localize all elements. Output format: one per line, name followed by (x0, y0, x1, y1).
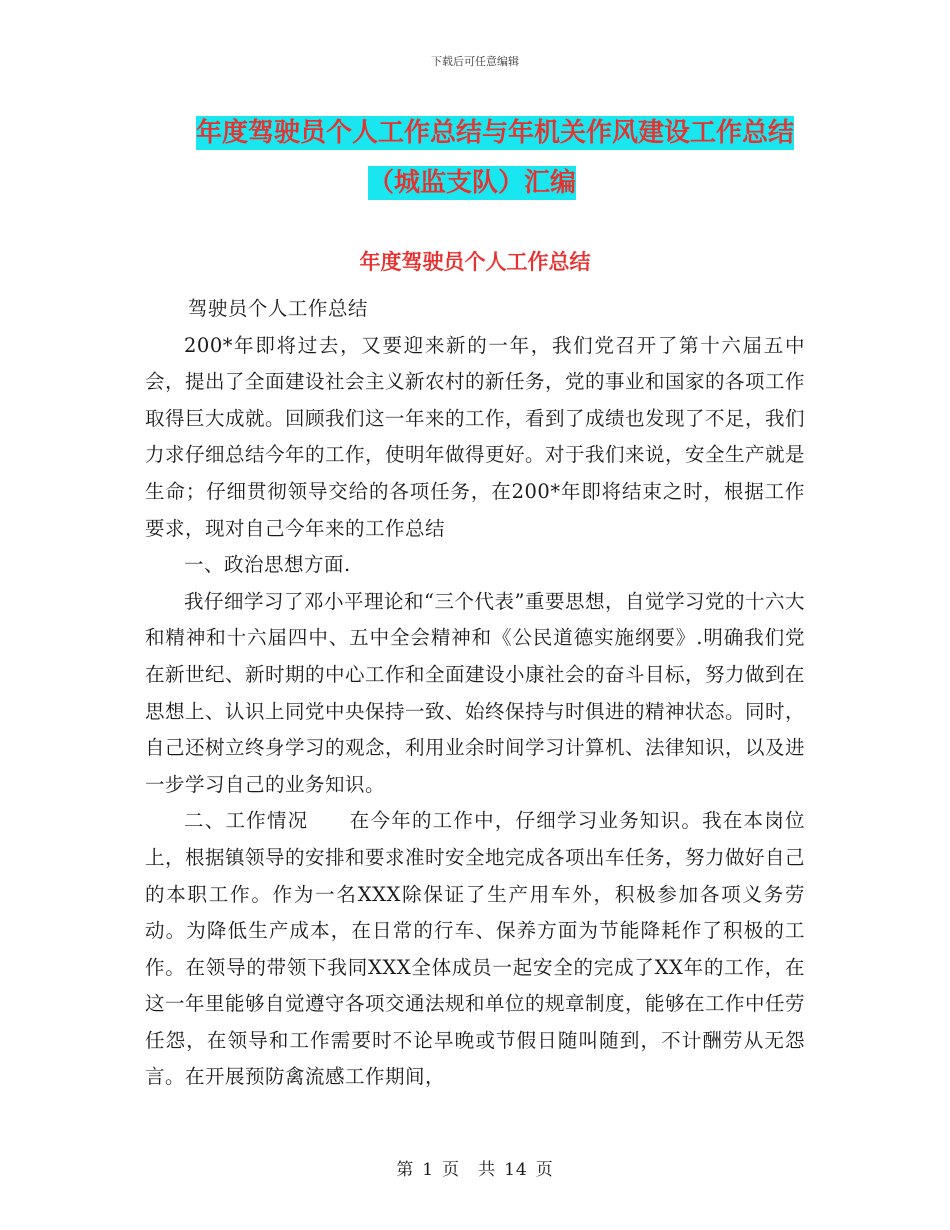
header-note: 下载后可任意编辑 (431, 55, 519, 68)
paragraph-heading-political: 一、政治思想方面. (184, 553, 351, 577)
footer-page-number: 1 (422, 1160, 435, 1180)
document-title (0, 108, 950, 208)
footer-prefix: 第 (396, 1160, 415, 1180)
page-footer (0, 1155, 950, 1180)
footer-middle: 页 共 (442, 1160, 497, 1180)
title-line-2-text: （城监支队）汇编 (367, 168, 576, 198)
document-body (145, 291, 805, 1096)
section-title: 年度驾驶员个人工作总结 (359, 250, 591, 274)
footer-total-pages: 14 (504, 1160, 528, 1180)
paragraph-intro: 200*年即将过去，又要迎来新的一年，我们党召开了第十六届五中会，提出了全面建设社会主义新农村的新任务，党的事业和国家的各项工作取得巨大成就。回顾我们这一年来的工作，看到了成绩也发现了不足，我们力求仔细总结今年的工作，使明年做得更好。对于我们来说，安全生产就是生命；仔细贯彻领导交给的各项任务，在200*年即将结束之时，根据工作要求，现对自己今年来的工作总结 (145, 333, 806, 540)
title-line-1-text: 年度驾驶员个人工作总结与年机关作风建设工作总结 (195, 118, 794, 148)
title-line-1 (0, 108, 950, 158)
paragraph-work: 二、工作情况 在今年的工作中，仔细学习业务知识。我在本岗位上，根据镇领导的安排和要求准时安全地完成各项出车任务，努力做好自己的本职工作。作为一名XXX除保证了生产用车外，积极参加各项义务劳动。为降低生产成本，在日常的行车、保养方面为节能降耗作了积极的工作。在领导的带领下我同XXX全体成员一起安全的完成了XX年的工作，在这一年里能够自觉遵守各项交通法规和单位的规章制度，能够在工作中任劳任怨，在领导和工作需要时不论早晚或节假日随叫随到，不计酬劳从无怨言。在开展预防禽流感工作期间， (145, 809, 806, 1089)
paragraph-subtitle: 驾驶员个人工作总结 (187, 297, 368, 320)
footer-suffix: 页 (535, 1160, 554, 1180)
paragraph-political: 我仔细学习了邓小平理论和“三个代表”重要思想，自觉学习党的十六大和精神和十六届四中、五中全会精神和《公民道德实施纲要》.明确我们党在新世纪、新时期的中心工作和全面建设小康社会的奋斗目标，努力做到在思想上、认识上同党中央保持一致、始终保持与时俱进的精神状态。同时，自己还树立终身学习的观念，利用业余时间学习计算机、法律知识，以及进一步学习自己的业务知识。 (145, 589, 806, 796)
title-line-2 (0, 158, 950, 208)
